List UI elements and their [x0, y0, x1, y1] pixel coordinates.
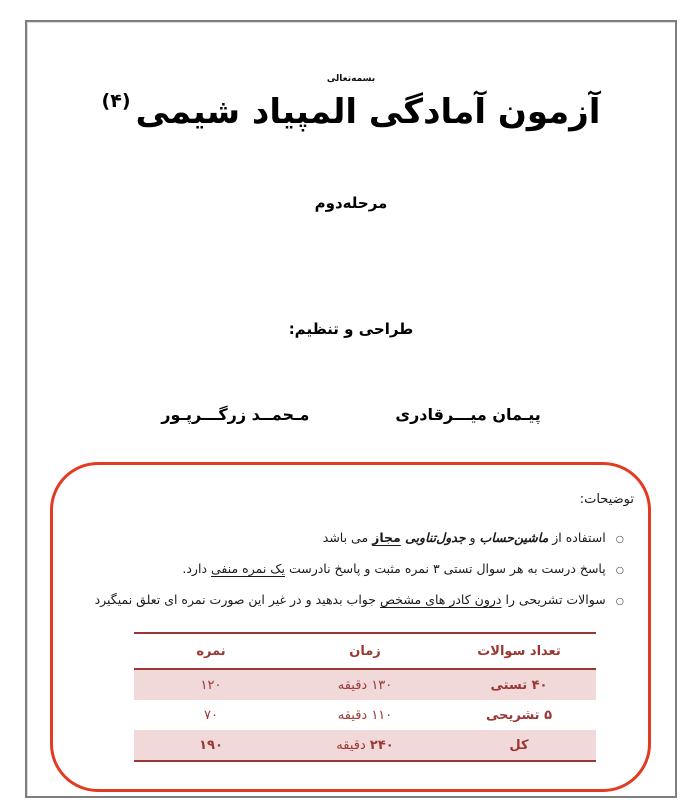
exam-title-text: آزمون آمادگی المپیاد شیمی — [135, 92, 601, 132]
cell-time: ۱۱۰ دقیقه — [337, 707, 393, 723]
table-row-multiple-choice — [134, 670, 596, 700]
notes-box — [50, 462, 651, 792]
circle-bullet-icon: ○ — [615, 565, 624, 576]
notes-list — [53, 523, 624, 616]
authors-row — [27, 405, 675, 424]
note-item-scoring — [53, 554, 624, 585]
circle-bullet-icon: ○ — [615, 534, 624, 545]
cell-time: ۱۳۰ دقیقه — [337, 677, 393, 693]
column-header-questions: تعداد سوالات — [477, 643, 561, 659]
author-name-1: پیـمان میـــرقادری — [395, 405, 541, 424]
exam-number-superscript: (۴) — [101, 90, 131, 112]
note-item-text: سوالات تشریحی را درون کادر های مشخص جواب بدهید و در غیر این صورت نمره ای تعلق نمیگیرد — [94, 592, 606, 607]
exam-score-table — [134, 632, 596, 762]
table-header-row — [134, 632, 596, 670]
cell-score: ۱۹۰ — [199, 737, 223, 753]
cell-score: ۷۰ — [204, 707, 218, 723]
author-name-2: مـحمــد زرگـــرپـور — [161, 405, 310, 424]
note-item-essay-frames — [53, 585, 624, 616]
note-item-calculator — [53, 523, 624, 554]
cell-category: ۵ تشریحی — [485, 707, 553, 723]
besmele-text: بسمه‌تعالی — [326, 74, 376, 84]
cell-category: ۴۰ تستی — [490, 677, 548, 693]
designed-by-label: طراحی و تنظیم: — [288, 320, 414, 338]
notes-heading: توضیحات: — [579, 492, 634, 507]
table-row-total — [134, 730, 596, 760]
column-header-score: نمره — [196, 643, 226, 659]
exam-title — [27, 92, 675, 132]
note-item-text: پاسخ درست به هر سوال تستی ۳ نمره مثبت و پاسخ نادرست یک نمره منفی دارد. — [182, 561, 606, 576]
cell-score: ۱۲۰ — [200, 677, 222, 693]
note-item-text: استفاده از ماشین‌حساب و جدول‌تناوبی مجاز می باشد — [322, 530, 606, 545]
document-page — [25, 20, 677, 798]
column-header-time: زمان — [349, 643, 381, 659]
cell-category: کل — [509, 737, 529, 753]
circle-bullet-icon: ○ — [615, 596, 624, 607]
table-row-essay — [134, 700, 596, 730]
table-body — [134, 670, 596, 762]
stage-label: مرحله‌دوم — [314, 194, 388, 212]
cell-time: ۲۴۰ دقیقه — [336, 737, 394, 753]
